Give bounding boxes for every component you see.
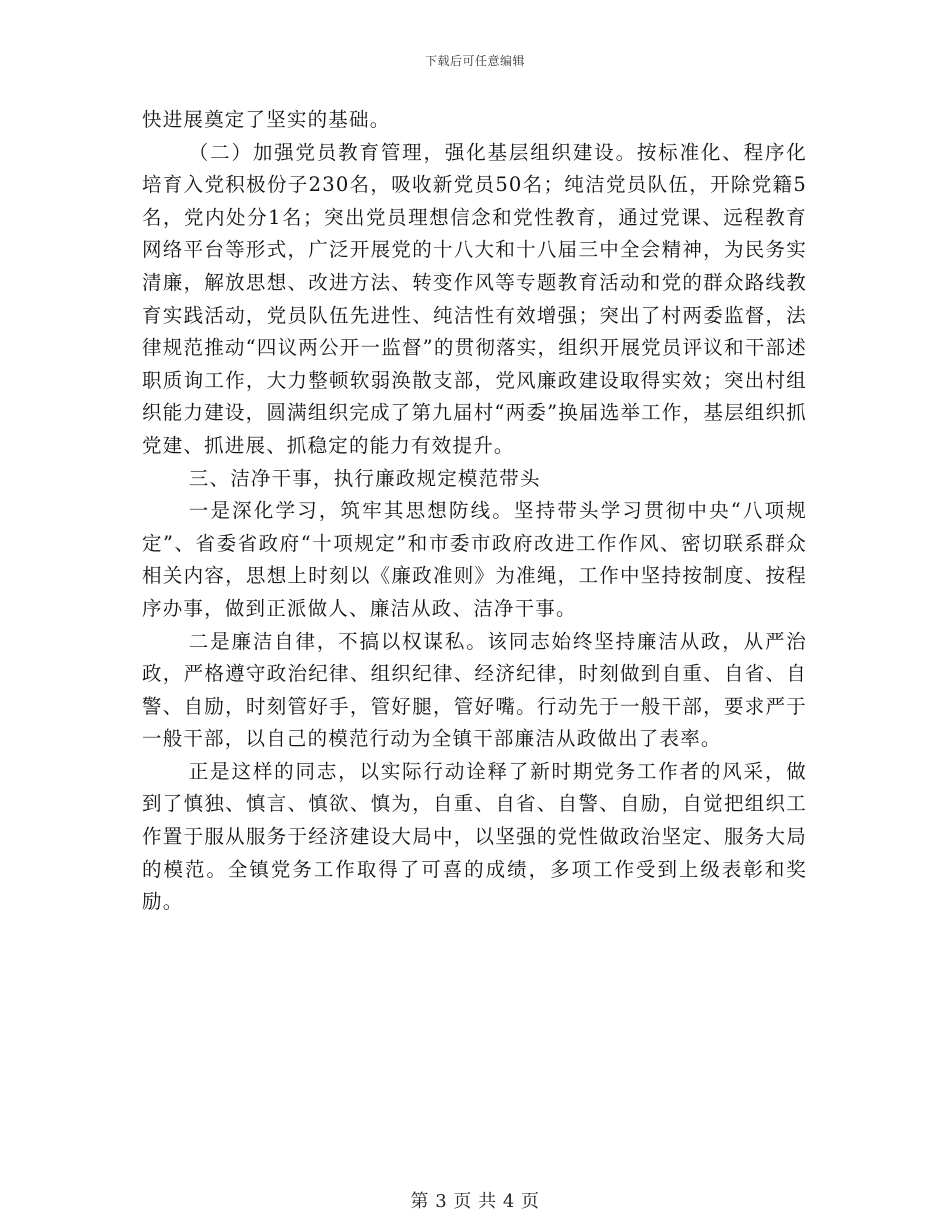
paragraph-continuation: 快进展奠定了坚实的基础。 bbox=[142, 108, 391, 131]
page-header: 下载后可任意编辑 bbox=[424, 54, 525, 68]
page-number-footer: 第 3 页 共 4 页 bbox=[410, 1191, 540, 1212]
paragraph-deepen-study: 一是深化学习，筑牢其思想防线。坚持带头学习贯彻中央“八项规定”、省委省政府“十项规定”和市委市政府改进工作作风、密切联系群众相关内容，思想上时刻以《廉政准则》为准绳，工作中坚持按制度、按程序办事，做到正派做人、廉洁从政、洁净干事。 bbox=[142, 499, 807, 620]
paragraph-party-education: （二）加强党员教育管理，强化基层组织建设。按标准化、程序化培育入党积极份子230名，吸收新党员50名；纯洁党员队伍，开除党籍5名，党内处分1名；突出党员理想信念和党性教育，通过党课、远程教育网络平台等形式，广泛开展党的十八大和十八届三中全会精神，为民务实清廉，解放思想、改进方法、转变作风等专题教育活动和党的群众路线教育实践活动，党员队伍先进性、纯洁性有效增强；突出了村两委监督，法律规范推动“四议两公开一监督”的贯彻落实，组织开展党员评议和干部述职质询工作，大力整顿软弱涣散支部，党风廉政建设取得实效；突出村组织能力建设，圆满组织完成了第九届村“两委”换届选举工作，基层组织抓党建、抓进展、抓稳定的能力有效提升。 bbox=[142, 140, 807, 457]
document-body bbox=[142, 104, 807, 919]
section-heading-integrity: 三、洁净干事，执行廉政规定模范带头 bbox=[188, 466, 541, 490]
paragraph-conclusion: 正是这样的同志，以实际行动诠释了新时期党务工作者的风采，做到了慎独、慎言、慎欲、慎为，自重、自省、自警、自励，自觉把组织工作置于服从服务于经济建设大局中，以坚强的党性做政治坚定、服务大局的模范。全镇党务工作取得了可喜的成绩，多项工作受到上级表彰和奖励。 bbox=[142, 759, 807, 914]
paragraph-self-discipline: 二是廉洁自律，不搞以权谋私。该同志始终坚持廉洁从政，从严治政，严格遵守政治纪律、组织纪律、经济纪律，时刻做到自重、自省、自警、自励，时刻管好手，管好腿，管好嘴。行动先于一般干部，要求严于一般干部，以自己的模范行动为全镇干部廉洁从政做出了表率。 bbox=[142, 629, 807, 751]
